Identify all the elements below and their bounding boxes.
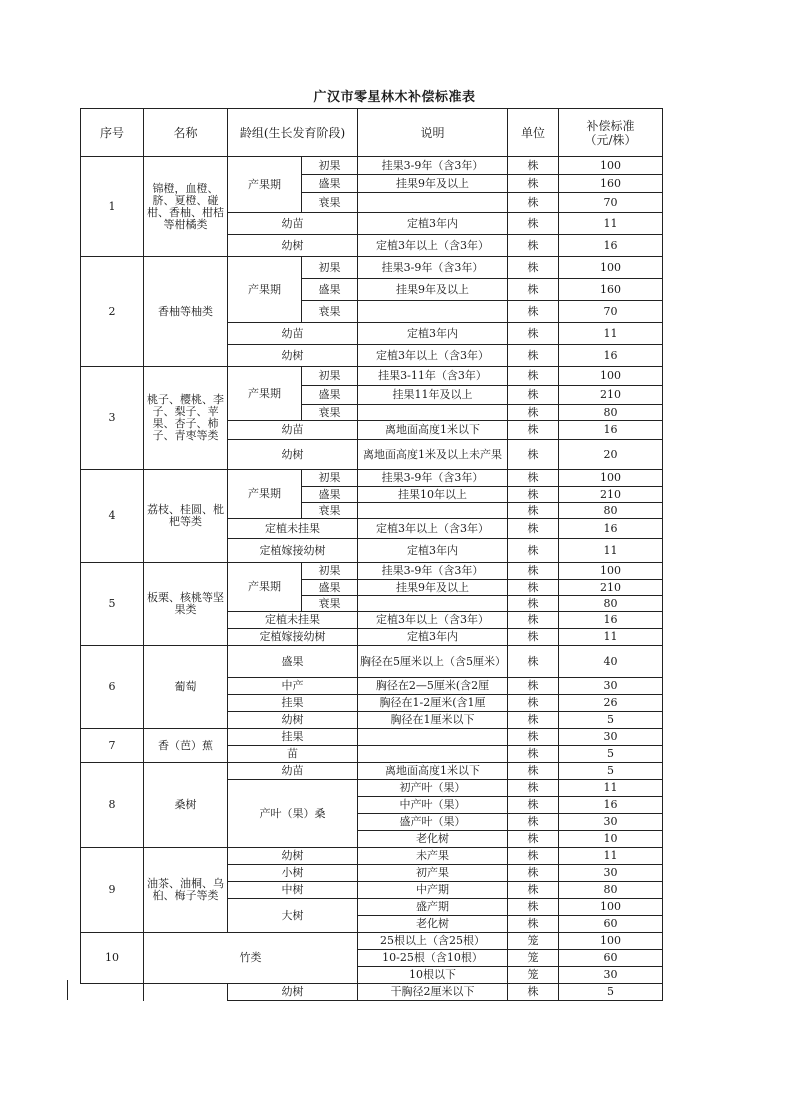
group-name: 香柚等柚类 xyxy=(144,257,228,367)
price-cell: 16 xyxy=(559,421,663,440)
stage-label: 定植未挂果 xyxy=(228,612,358,629)
unit-cell: 株 xyxy=(508,596,559,612)
stage-label: 挂果 xyxy=(228,729,358,746)
price-cell: 5 xyxy=(559,984,663,1001)
unit-cell: 株 xyxy=(508,257,559,279)
desc-cell: 离地面高度1米及以上未产果 xyxy=(358,440,508,470)
price-cell: 70 xyxy=(559,301,663,323)
stage-label: 中树 xyxy=(228,882,358,899)
desc-cell: 定植3年以上（含3年） xyxy=(358,235,508,257)
unit-cell: 株 xyxy=(508,386,559,405)
header-unit: 单位 xyxy=(508,109,559,157)
price-cell: 60 xyxy=(559,950,663,967)
price-cell: 70 xyxy=(559,193,663,213)
desc-cell: 挂果9年及以上 xyxy=(358,279,508,301)
sub-stage: 衰果 xyxy=(302,503,358,519)
price-cell: 11 xyxy=(559,213,663,235)
desc-cell: 中产期 xyxy=(358,882,508,899)
desc-cell: 挂果9年及以上 xyxy=(358,175,508,193)
desc-cell: 初产叶（果） xyxy=(358,780,508,797)
unit-cell: 株 xyxy=(508,539,559,563)
price-cell: 80 xyxy=(559,596,663,612)
unit-cell: 株 xyxy=(508,629,559,646)
unit-cell: 笼 xyxy=(508,967,559,984)
price-cell: 100 xyxy=(559,257,663,279)
group-name: 荔枝、桂圆、枇杷等类 xyxy=(144,470,228,563)
sub-stage: 盛果 xyxy=(302,279,358,301)
stage-label: 产叶（果）桑 xyxy=(228,780,358,848)
price-cell: 100 xyxy=(559,563,663,580)
unit-cell: 株 xyxy=(508,213,559,235)
stage-label: 幼苗 xyxy=(228,213,358,235)
unit-cell: 株 xyxy=(508,780,559,797)
unit-cell: 株 xyxy=(508,712,559,729)
unit-cell: 株 xyxy=(508,695,559,712)
stage-label: 产果期 xyxy=(228,470,302,519)
unit-cell: 株 xyxy=(508,405,559,421)
unit-cell: 株 xyxy=(508,440,559,470)
unit-cell: 株 xyxy=(508,323,559,345)
group-name: 桑树 xyxy=(144,763,228,848)
desc-cell: 胸径在1-2厘米(含1厘 xyxy=(358,695,508,712)
stage-label: 定植嫁接幼树 xyxy=(228,629,358,646)
group-name: 竹类 xyxy=(144,933,358,984)
desc-cell: 胸径在2—5厘米(含2厘 xyxy=(358,678,508,695)
unit-cell: 株 xyxy=(508,235,559,257)
price-cell: 80 xyxy=(559,882,663,899)
desc-cell: 干胸径2厘米以下 xyxy=(358,984,508,1001)
desc-cell: 胸径在1厘米以下 xyxy=(358,712,508,729)
unit-cell: 株 xyxy=(508,848,559,865)
unit-cell: 株 xyxy=(508,345,559,367)
sub-stage: 衰果 xyxy=(302,405,358,421)
price-cell: 16 xyxy=(559,797,663,814)
table-row xyxy=(81,984,663,1001)
price-cell: 60 xyxy=(559,916,663,933)
unit-cell: 株 xyxy=(508,487,559,503)
price-cell: 100 xyxy=(559,899,663,916)
group-no: 10 xyxy=(81,933,144,984)
unit-cell: 株 xyxy=(508,301,559,323)
desc-cell: 盛产期 xyxy=(358,899,508,916)
price-cell: 5 xyxy=(559,763,663,780)
desc-cell xyxy=(358,405,508,421)
unit-cell: 株 xyxy=(508,899,559,916)
table-row xyxy=(81,563,663,580)
desc-cell: 初产果 xyxy=(358,865,508,882)
price-cell: 11 xyxy=(559,539,663,563)
unit-cell: 笼 xyxy=(508,950,559,967)
desc-cell: 定植3年以上（含3年） xyxy=(358,345,508,367)
group-no: 8 xyxy=(81,763,144,848)
desc-cell: 离地面高度1米以下 xyxy=(358,763,508,780)
stage-label: 幼苗 xyxy=(228,763,358,780)
unit-cell: 株 xyxy=(508,580,559,596)
desc-cell: 挂果3-9年（含3年） xyxy=(358,257,508,279)
stage-label: 大树 xyxy=(228,899,358,933)
table-row xyxy=(81,763,663,780)
blank-cell xyxy=(81,984,144,1001)
sub-stage: 盛果 xyxy=(302,386,358,405)
stage-label: 盛果 xyxy=(228,646,358,678)
desc-cell: 挂果3-9年（含3年） xyxy=(358,157,508,175)
stage-label: 挂果 xyxy=(228,695,358,712)
unit-cell: 株 xyxy=(508,763,559,780)
header-row xyxy=(81,109,663,157)
price-cell: 80 xyxy=(559,503,663,519)
price-cell: 100 xyxy=(559,367,663,386)
price-cell: 16 xyxy=(559,612,663,629)
stage-label: 幼苗 xyxy=(228,421,358,440)
desc-cell: 挂果3-11年（含3年） xyxy=(358,367,508,386)
price-cell: 16 xyxy=(559,235,663,257)
unit-cell: 株 xyxy=(508,797,559,814)
price-cell: 210 xyxy=(559,487,663,503)
stage-label: 幼树 xyxy=(228,440,358,470)
desc-cell: 挂果3-9年（含3年） xyxy=(358,563,508,580)
header-name: 名称 xyxy=(144,109,228,157)
desc-cell xyxy=(358,301,508,323)
sub-stage: 盛果 xyxy=(302,175,358,193)
unit-cell: 株 xyxy=(508,193,559,213)
desc-cell: 定植3年以上（含3年） xyxy=(358,612,508,629)
group-name: 桃子、樱桃、李子、梨子、苹果、杏子、柿子、青枣等类 xyxy=(144,367,228,470)
table-row xyxy=(81,367,663,386)
page-title: 广汉市零星林木补偿标准表 xyxy=(313,90,476,105)
table-row xyxy=(81,646,663,678)
unit-cell: 株 xyxy=(508,746,559,763)
group-name: 锦橙，血橙、脐、夏橙、碰柑、香柚、柑桔等柑橘类 xyxy=(144,157,228,257)
unit-cell: 株 xyxy=(508,470,559,487)
header-no: 序号 xyxy=(81,109,144,157)
price-cell: 5 xyxy=(559,712,663,729)
unit-cell: 株 xyxy=(508,882,559,899)
unit-cell: 株 xyxy=(508,503,559,519)
price-cell: 10 xyxy=(559,831,663,848)
unit-cell: 株 xyxy=(508,729,559,746)
desc-cell xyxy=(358,193,508,213)
desc-cell: 老化树 xyxy=(358,916,508,933)
desc-cell: 定植3年以上（含3年） xyxy=(358,519,508,539)
price-cell: 100 xyxy=(559,157,663,175)
price-cell: 80 xyxy=(559,405,663,421)
group-no: 7 xyxy=(81,729,144,763)
table-row xyxy=(81,470,663,487)
price-cell: 210 xyxy=(559,580,663,596)
price-cell: 11 xyxy=(559,848,663,865)
price-cell: 30 xyxy=(559,729,663,746)
stage-label: 幼树 xyxy=(228,712,358,729)
unit-cell: 株 xyxy=(508,563,559,580)
desc-cell: 胸径在5厘米以上（含5厘米） xyxy=(358,646,508,678)
group-name: 板栗、核桃等坚果类 xyxy=(144,563,228,646)
price-cell: 26 xyxy=(559,695,663,712)
stage-label: 小树 xyxy=(228,865,358,882)
compensation-table xyxy=(80,108,663,1001)
desc-cell: 定植3年内 xyxy=(358,539,508,563)
unit-cell: 株 xyxy=(508,421,559,440)
sub-stage: 衰果 xyxy=(302,301,358,323)
table-row xyxy=(81,157,663,175)
unit-cell: 株 xyxy=(508,175,559,193)
sub-stage: 初果 xyxy=(302,563,358,580)
group-no: 4 xyxy=(81,470,144,563)
desc-cell: 盛产叶（果） xyxy=(358,814,508,831)
unit-cell: 株 xyxy=(508,279,559,301)
desc-cell xyxy=(358,746,508,763)
header-desc: 说明 xyxy=(358,109,508,157)
stage-label: 产果期 xyxy=(228,257,302,323)
stage-label: 苗 xyxy=(228,746,358,763)
price-cell: 11 xyxy=(559,323,663,345)
price-cell: 30 xyxy=(559,814,663,831)
desc-cell: 挂果3-9年（含3年） xyxy=(358,470,508,487)
desc-cell: 离地面高度1米以下 xyxy=(358,421,508,440)
desc-cell: 中产叶（果） xyxy=(358,797,508,814)
price-cell: 160 xyxy=(559,279,663,301)
desc-cell: 挂果11年及以上 xyxy=(358,386,508,405)
stage-label: 定植未挂果 xyxy=(228,519,358,539)
sub-stage: 盛果 xyxy=(302,487,358,503)
desc-cell: 25根以上（含25根） xyxy=(358,933,508,950)
unit-cell: 株 xyxy=(508,916,559,933)
stage-label: 中产 xyxy=(228,678,358,695)
group-no: 5 xyxy=(81,563,144,646)
sub-stage: 初果 xyxy=(302,157,358,175)
group-name: 油茶、油桐、乌桕、梅子等类 xyxy=(144,848,228,933)
sub-stage: 盛果 xyxy=(302,580,358,596)
table-row xyxy=(81,257,663,279)
group-no: 9 xyxy=(81,848,144,933)
price-cell: 20 xyxy=(559,440,663,470)
table-row xyxy=(81,729,663,746)
header-price: 补偿标准（元/株） xyxy=(559,109,663,157)
desc-cell: 老化树 xyxy=(358,831,508,848)
price-cell: 30 xyxy=(559,967,663,984)
unit-cell: 株 xyxy=(508,831,559,848)
desc-cell xyxy=(358,596,508,612)
desc-cell: 挂果10年以上 xyxy=(358,487,508,503)
stage-label: 幼树 xyxy=(228,345,358,367)
sub-stage: 衰果 xyxy=(302,596,358,612)
unit-cell: 株 xyxy=(508,612,559,629)
group-no: 6 xyxy=(81,646,144,729)
unit-cell: 株 xyxy=(508,646,559,678)
unit-cell: 株 xyxy=(508,678,559,695)
price-cell: 11 xyxy=(559,780,663,797)
unit-cell: 笼 xyxy=(508,933,559,950)
sub-stage: 初果 xyxy=(302,470,358,487)
group-name: 香（芭）蕉 xyxy=(144,729,228,763)
desc-cell: 未产果 xyxy=(358,848,508,865)
stage-label: 产果期 xyxy=(228,367,302,421)
stage-label: 幼苗 xyxy=(228,323,358,345)
stage-label: 幼树 xyxy=(228,984,358,1001)
group-name: 葡萄 xyxy=(144,646,228,729)
price-cell: 210 xyxy=(559,386,663,405)
unit-cell: 株 xyxy=(508,367,559,386)
stage-label: 产果期 xyxy=(228,157,302,213)
table-row xyxy=(81,848,663,865)
price-cell: 5 xyxy=(559,746,663,763)
desc-cell xyxy=(358,503,508,519)
unit-cell: 株 xyxy=(508,519,559,539)
desc-cell: 定植3年内 xyxy=(358,323,508,345)
unit-cell: 株 xyxy=(508,984,559,1001)
price-cell: 16 xyxy=(559,519,663,539)
group-no: 2 xyxy=(81,257,144,367)
price-cell: 30 xyxy=(559,865,663,882)
price-cell: 40 xyxy=(559,646,663,678)
price-cell: 160 xyxy=(559,175,663,193)
price-cell: 100 xyxy=(559,933,663,950)
stage-label: 定植嫁接幼树 xyxy=(228,539,358,563)
price-cell: 16 xyxy=(559,345,663,367)
desc-cell: 挂果9年及以上 xyxy=(358,580,508,596)
desc-cell: 10-25根（含10根） xyxy=(358,950,508,967)
sub-stage: 衰果 xyxy=(302,193,358,213)
price-cell: 11 xyxy=(559,629,663,646)
stage-label: 幼树 xyxy=(228,235,358,257)
desc-cell: 定植3年内 xyxy=(358,629,508,646)
desc-cell xyxy=(358,729,508,746)
stage-label: 产果期 xyxy=(228,563,302,612)
blank-cell xyxy=(144,984,228,1001)
price-cell: 30 xyxy=(559,678,663,695)
unit-cell: 株 xyxy=(508,865,559,882)
desc-cell: 10根以下 xyxy=(358,967,508,984)
unit-cell: 株 xyxy=(508,157,559,175)
group-no: 1 xyxy=(81,157,144,257)
sub-stage: 初果 xyxy=(302,257,358,279)
header-stage: 龄组(生长发育阶段) xyxy=(228,109,358,157)
table-edge-line xyxy=(67,980,68,1000)
price-cell: 100 xyxy=(559,470,663,487)
unit-cell: 株 xyxy=(508,814,559,831)
desc-cell: 定植3年内 xyxy=(358,213,508,235)
stage-label: 幼树 xyxy=(228,848,358,865)
table-row xyxy=(81,933,663,950)
group-no: 3 xyxy=(81,367,144,470)
sub-stage: 初果 xyxy=(302,367,358,386)
